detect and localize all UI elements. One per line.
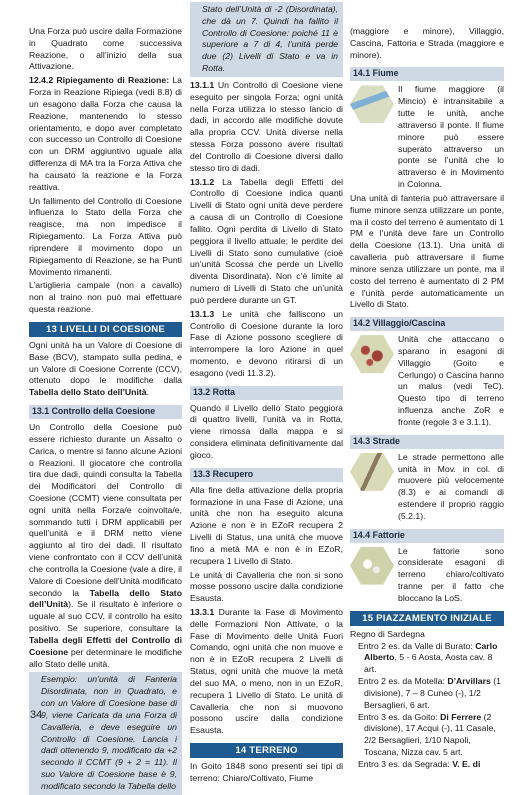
text: Entro 2 es. da Valle di Burato: — [358, 640, 476, 651]
text: Entro 3 es. da Segrada: — [358, 758, 453, 769]
setup-entry — [358, 641, 504, 676]
paragraph: L’artiglieria campale (non a cavallo) non al traino non può mai effettuare questa reazione. — [29, 280, 182, 315]
paragraph: Una Forza può uscire dalla Formazione in Quadrato come successiva Reazione, o all’inizio della sua Attivazione. — [29, 26, 182, 72]
paragraph: Alla fine della attivazione della propria formazione in una Fase di Azione, una unità che non ha eseguito alcuna Azione e non è in EZoR recupera 2 Livelli di Status, una unità che muove fino a metà MA e non è in EZoR, recupera 1 Livello di Stato. — [190, 484, 343, 566]
rule-number: 13.3.1 — [190, 607, 215, 617]
text: , 5 - 6 Aosta, Aosta cav. 8 art. — [364, 652, 493, 675]
terrain-fiume — [350, 84, 504, 190]
paragraph: Quando il Livello dello Stato peggiora di quattro livelli, l’unità va in Rotta, viene rimossa dalla mappa e si considera eliminata definitivamente dal gioco. — [190, 402, 343, 460]
rule-number: 13.1.3 — [190, 308, 215, 319]
rule-text: Durante la Fase di Movimento delle Formazioni Non Attivate, o la Fase di Movimento delle Unità Fuori Comando, ogni unità che non muove e non è in EZoR recupera 2 Livelli di Status, ogni unità che muove la metà del suo MA, o meno, non in un EZoR, recupera 1 Livello di Stato. Le unità di Cavalleria che non si muovono possono uscire dalla condizione Esausta. — [190, 607, 343, 736]
paragraph: Le unità di Cavalleria che non si sono mosse possono uscire dalla condizione Esausta. — [190, 569, 343, 604]
rule-13-1-2 — [190, 177, 343, 307]
commander-name: Di Ferrere — [440, 711, 482, 722]
example-box: Esempio: un’unità di Fanteria Disordinata, non in Quadrato, e con un Valore di Coesione base di 9, viene Caricata da una Forza di Cavalleria, e deve eseguire un Controllo di Coesione. Lancia i dadi ottenendo 9, modificato da +2 secondo il CCMT (9 + 2 = 11). Il suo Valore di Coesione base è 9, modificato secondo la Tabella dello — [29, 672, 182, 794]
rule-13-1-1 — [190, 80, 343, 175]
road-hex-icon — [350, 453, 394, 491]
text: Ogni unità ha un Valore di Coesione di Base (BCV), stampato sulla pedina, e un Valore di Coesione Corrente (CCV), ottenuto dopo le modifiche dalla — [29, 339, 182, 386]
section-heading-14: 14 TERRENO — [190, 743, 343, 758]
village-hex-icon — [350, 335, 394, 373]
text: (1 divisione), 7 – 8 Cuneo (-), 1/2 Bersaglieri, 6 art. — [364, 676, 501, 710]
example-box-continued: Stato dell’Unità di -2 (Disordinata), che dà un 7. Quindi ha fallito il Controllo di Coesione: poiché 11 è superiore a 7 di 4, l’unità perde due (2) Livelli di Stato e va in Rotta. — [190, 2, 343, 77]
text: Un Controllo della Coesione può essere richiesto durante un Assalto o Carica, o mentre si fanno alcune Azioni o Reazioni. Il giocatore che controlla tira due dadi, quindi consulta la Tabella dei Modificatori del Controllo di Coesione (CCMT) viene consultata per ogni unità nella Forza/e coinvolta/e, sommando tutti i DRM applicabili per quell’unità e il DRM netto viene aggiunto al tiro dei dadi. Il risultato viene confrontato con il CCV dell’unità che controlla la Coesione (vale a dire, il Valore di Coesione dell’Unità modificato secondo la — [29, 422, 182, 598]
paragraph: Una unità di fanteria può attraversare il fiume minore senza utilizzare un ponte, ma il costo del terreno è aumentato di 1 PM e l’unità deve fare un Controllo della Coesione (13.1). Una unità di cavalleria può attraversare il fiume minore senza utilizzare un ponte, ma il costo del terreno è aumentato di 2 PM e l’unità perde automaticamente un Livello di Stato. — [350, 192, 504, 310]
subsection-heading-14-4: 14.4 Fattorie — [350, 529, 504, 543]
terrain-description: Le strade permettono alle unità in Mov. in col. di muovere più velocemente (8.3) e ai comandi di estendere il proprio raggio (5.2.1). — [398, 451, 504, 521]
commander-name: D’Arvillars — [447, 676, 491, 687]
paragraph: Un fallimento del Controllo di Coesione influenza lo Stato della Forza che reagisce, ma non impedisce il Ripiegamento. La Forza Attiva può riprendere il movimento dopo un Ripiegamento di Reazione, se ha Punti Movimento rimanenti. — [29, 195, 182, 277]
paragraph: (maggiore e minore), Villaggio, Cascina, Fattoria e Strada (maggiore e minore). — [350, 26, 504, 60]
rule-13-3-1 — [190, 607, 343, 737]
column-right — [350, 26, 504, 771]
setup-entry — [358, 712, 504, 759]
setup-entry — [358, 759, 504, 771]
subsection-heading-13-1: 13.1 Controllo della Coesione — [29, 405, 182, 419]
table-reference: Tabella dello Stato dell’Unità — [29, 387, 147, 398]
subsection-heading-14-1: 14.1 Fiume — [350, 67, 504, 81]
table-reference: Tabella degli Effetti del Controllo di Coesione — [29, 634, 182, 657]
rule-text: La Tabella degli Effetti del Controllo di Coesione indica quanti Livelli di Stato ogni unità deve perdere a causa di un Controllo di Coesione fallito. Ogni perdita di Livello di Stato peggiora il livello attuale; le perdite dei Livelli di Stato sono cumulative (cioè un’unità Scossa che perde un Livello diventa Disordinata). Non c’è limite al numero di Livelli di Stato che un’unità può perdere durante un GT. — [190, 176, 343, 305]
terrain-fattorie — [350, 546, 504, 605]
page-number: 34 — [30, 709, 43, 722]
section-heading-13: 13 LIVELLI DI COESIONE — [29, 322, 182, 337]
text: per determinare le modifiche allo Stato delle unità. — [29, 646, 182, 669]
terrain-description: Le fattorie sono considerate esagoni di terreno chiaro/coltivato tranne per il fatto che bloccano la LoS. — [398, 545, 504, 603]
column-left — [29, 26, 182, 795]
commander-name: V. E. di — [452, 758, 481, 769]
column-middle — [190, 4, 343, 787]
farm-hex-icon — [350, 547, 394, 585]
terrain-description: Il fiume maggiore (il Mincio) è intransitabile a tutte le unità, anche attraverso il ponte. Il fiume minore può essere superato attraverso un ponte se l’unità che lo attraverso è in Movimento in Colonna. — [398, 84, 504, 190]
rule-13-1-3 — [190, 309, 343, 380]
rule-text: La Forza in Reazione Ripiega (vedi 8.8) di un esagono dalla Forza che causa la Reazione, mantenendo lo stesso orientamento, e dopo aver completato con successo un Controllo di Coesione con un DRM aggiuntivo uguale alla differenza di MA tra la Forza Attiva che ha causato la reazione e la Forza reattiva. — [29, 75, 183, 192]
setup-entry — [358, 676, 504, 711]
rule-number: 13.1.2 — [190, 176, 215, 187]
text: ). Se il risultato è inferiore o uguale al suo CCV, il controllo ha esito positivo. Se superiore, consultare la — [29, 599, 182, 634]
subsection-heading-14-2: 14.2 Villaggio/Cascina — [350, 317, 504, 331]
terrain-description: Unità che attaccano o sparano in esagoni di Villaggio (Goito e Cerlungo) o Cascina hanno un malus (vedi TeC). Questo tipo di terreno influenza anche ZoR e fronte (regole 3 e 3.1.1). — [398, 334, 504, 427]
subsection-heading-14-3: 14.3 Strade — [350, 435, 504, 449]
setup-list — [358, 641, 504, 771]
commander-name: Carlo Alberto — [364, 640, 498, 663]
rule-text: Le unità che falliscono un Controllo di Coesione durante la loro Fase di Azione possono scegliere di interrompere la loro Azione in quel momento, e devono ritirarsi di un esagono (vedi 11.3.2). — [190, 308, 343, 378]
terrain-strade — [350, 452, 504, 523]
section-heading-15: 15 PIAZZAMENTO INIZIALE — [350, 611, 504, 626]
rule-number: 12.4.2 Ripiegamento di Reazione: — [29, 75, 170, 86]
rule-text: Un Controllo di Coesione viene eseguito per singola Forza; ogni unità nella Forza utilizza lo stesso lancio di dadi, in accordo alle modifiche dovute alla propria CCV. Unità diverse nella stessa Forza possono avere risultati del Controllo di Coesione diversi dallo stesso tiro di dadi. — [190, 79, 343, 173]
paragraph — [29, 422, 182, 670]
text: (2 divisione), 17 Acqui (-), 11 Casale, 2/2 Bersaglieri, 1/10 Napoli, Toscana, Nizza cav. 5 art. — [364, 711, 496, 758]
text: Entro 2 es. da Motella: — [358, 676, 448, 687]
faction-label: Regno di Sardegna — [350, 628, 425, 639]
table-reference: Tabella dello Stato dell’Unità — [29, 587, 183, 610]
text: . — [146, 387, 150, 398]
rule-12-4-2 — [29, 75, 182, 193]
rule-number: 13.1.1 — [190, 79, 215, 90]
paragraph: In Goito 1848 sono presenti sei tipi di terreno: Chiaro/Coltivato, Fiume — [190, 761, 343, 783]
subsection-heading-13-2: 13.2 Rotta — [190, 386, 343, 400]
paragraph — [29, 340, 182, 399]
river-hex-icon — [350, 85, 394, 123]
text: Entro 3 es. da Goito: — [358, 711, 441, 722]
terrain-villaggio — [350, 334, 504, 429]
subsection-heading-13-3: 13.3 Recupero — [190, 468, 343, 482]
